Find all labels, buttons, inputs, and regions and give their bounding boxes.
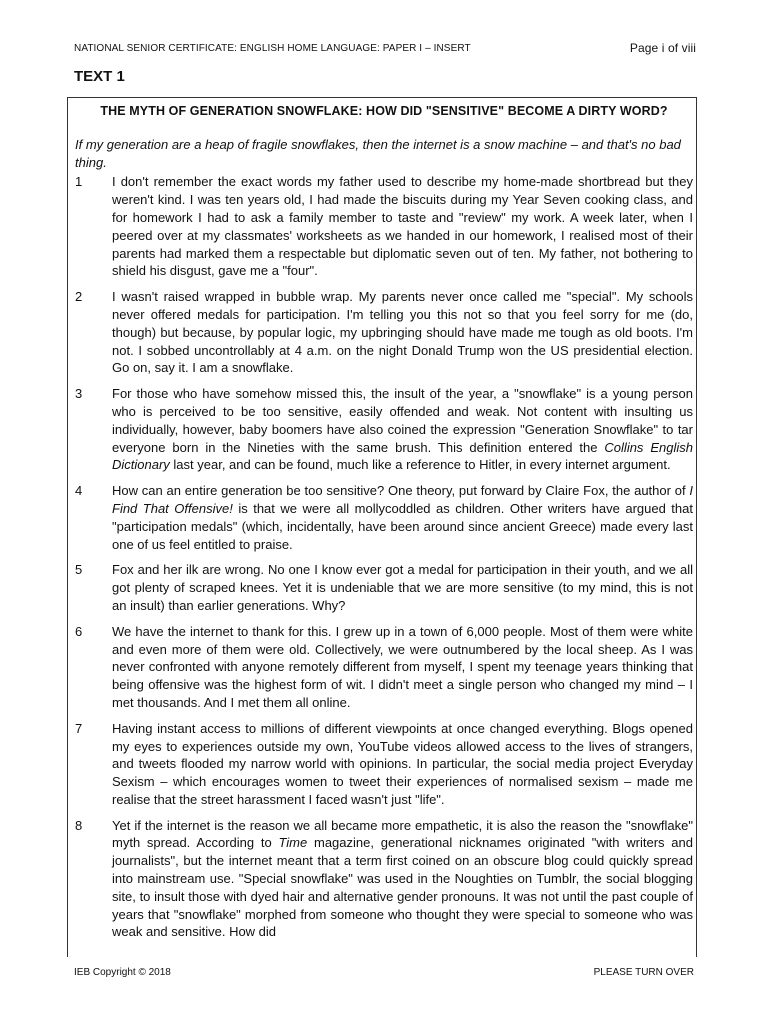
page-footer — [74, 967, 694, 978]
paragraph-text — [112, 385, 693, 474]
paragraph-number: 6 — [75, 623, 83, 639]
paragraph-text: Having instant access to millions of different viewpoints at once changed everything. Blogs opened my eyes to experiences outside my own, YouTube videos allowed access to the lives of strangers, and tweets flooded my narrow world with opinions. In particular, the social media project Everyday Sexism – which encourages women to tweet their experiences of normalised sexism – made me realise that the street harassment I faced wasn't just "life". — [112, 720, 693, 807]
paragraph-text: I wasn't raised wrapped in bubble wrap. My parents never once called me "special". My schools never offered medals for participation. I'm telling you this not so that you feel sorry for me (do, though) but because, by popular logic, my upbringing should have made me tough as old boots. I'm not. I sobbed uncontrollably at 4 a.m. on the night Donald Trump won the US presidential election. Go on, say it. I am a snowflake. — [112, 289, 693, 376]
text-run: last year, and can be found, much like a reference to Hitler, in every internet argument. — [169, 457, 671, 473]
paragraph-8 — [75, 817, 693, 942]
paragraph-number: 1 — [75, 174, 83, 190]
paragraph-text: Fox and her ilk are wrong. No one I know ever got a medal for participation in their youth, and we all got plenty of scraped knees. Yet it is undeniable that we are more sensitive (to my mind, this is not an insult) than earlier generations. Why? — [112, 562, 693, 613]
turn-over-notice: PLEASE TURN OVER — [593, 967, 694, 978]
paragraph-1 — [75, 173, 693, 280]
text-run: magazine, generational nicknames originated "with writers and journalists", but the internet meant that a term first coined on an obscure blog could quickly spread into mainstream use. "Special snowflake" was used in the Noughties on Tumblr, the social blogging site, to insult those with dyed hair and alternative gender pronouns. It was not until the past couple of years that "snowflake" morphed from someone who thought they were special to someone who was weak and sensitive. How did — [112, 835, 693, 940]
dictionary-title: Collins English Dictionary — [112, 439, 694, 473]
magazine-title: Time — [278, 835, 308, 851]
page-number: Page i of viii — [629, 41, 696, 55]
paragraph-number: 7 — [75, 720, 83, 736]
paragraph-3 — [75, 385, 693, 474]
article-standfirst: If my generation are a heap of fragile snowflakes, then the internet is a snow machine – and that's no bad thing. — [75, 136, 681, 170]
text-run: How can an entire generation be too sensitive? One theory, put forward by Claire Fox, the author of — [112, 483, 690, 499]
book-title: I Find That Offensive! — [112, 483, 693, 516]
paragraph-number: 4 — [75, 483, 83, 499]
paragraph-number: 2 — [75, 289, 83, 305]
article — [75, 103, 693, 949]
paragraph-text: We have the internet to thank for this. I grew up in a town of 6,000 people. Most of them were white and even more of them were old. Collectively, we were outnumbered by the local sheep. As I was never confronted with anyone remotely different from myself, I spent my teenage years thinking that being offensive was the highest form of wit. I didn't meet a single person who changed my mind – I met thousands. And I met them all online. — [112, 623, 693, 710]
article-title: THE MYTH OF GENERATION SNOWFLAKE: HOW DID "SENSITIVE" BECOME A DIRTY WORD? — [100, 104, 668, 118]
paragraph-text: I don't remember the exact words my father used to describe my home-made shortbread but they weren't kind. I was ten years old, I had made the biscuits during my Year Seven cooking class, and for homework I had to ask a family member to taste and "review" my work. A week later, when I peered over at my classmates' worksheets as we handed in our homework, I realised most of their parents had marked them a respectable but diplomatic seven out of ten. My father, not bothering to shield his disgust, gave me a "four". — [112, 174, 693, 279]
paragraph-5 — [75, 561, 693, 614]
paragraph-2 — [75, 288, 693, 377]
text-run: For those who have somehow missed this, the insult of the year, a "snowflake" is a young person who is perceived to be too sensitive, easily offended and weak. Not content with insulting us individually, however, baby boomers have also coined the expression "Generation Snowflake" to tar everyone born in the Nineties with the same brush. This definition entered the — [112, 386, 693, 455]
text-label: TEXT 1 — [74, 68, 125, 85]
text-run: is that we were all mollycoddled as children. Other writers have argued that "participation medals" (which, incidentally, have been around since ancient Greece) made every last one of us feel entitled to praise. — [112, 500, 693, 552]
text-run: Yet if the internet is the reason we all became more empathetic, it is also the reason the "snowflake" myth spread. According to — [112, 817, 693, 851]
paragraph-6 — [75, 623, 693, 712]
page-header — [74, 43, 696, 54]
paragraph-text — [112, 482, 693, 553]
copyright-notice: IEB Copyright © 2018 — [74, 967, 171, 978]
paragraph-number: 3 — [75, 386, 83, 402]
paragraph-number: 5 — [75, 562, 83, 578]
paragraph-text — [112, 817, 693, 942]
paragraph-7 — [75, 720, 693, 809]
paragraph-4 — [75, 482, 693, 553]
exam-header-title: NATIONAL SENIOR CERTIFICATE: ENGLISH HOME LANGUAGE: PAPER I – INSERT — [74, 43, 471, 54]
paragraph-number: 8 — [75, 817, 83, 833]
